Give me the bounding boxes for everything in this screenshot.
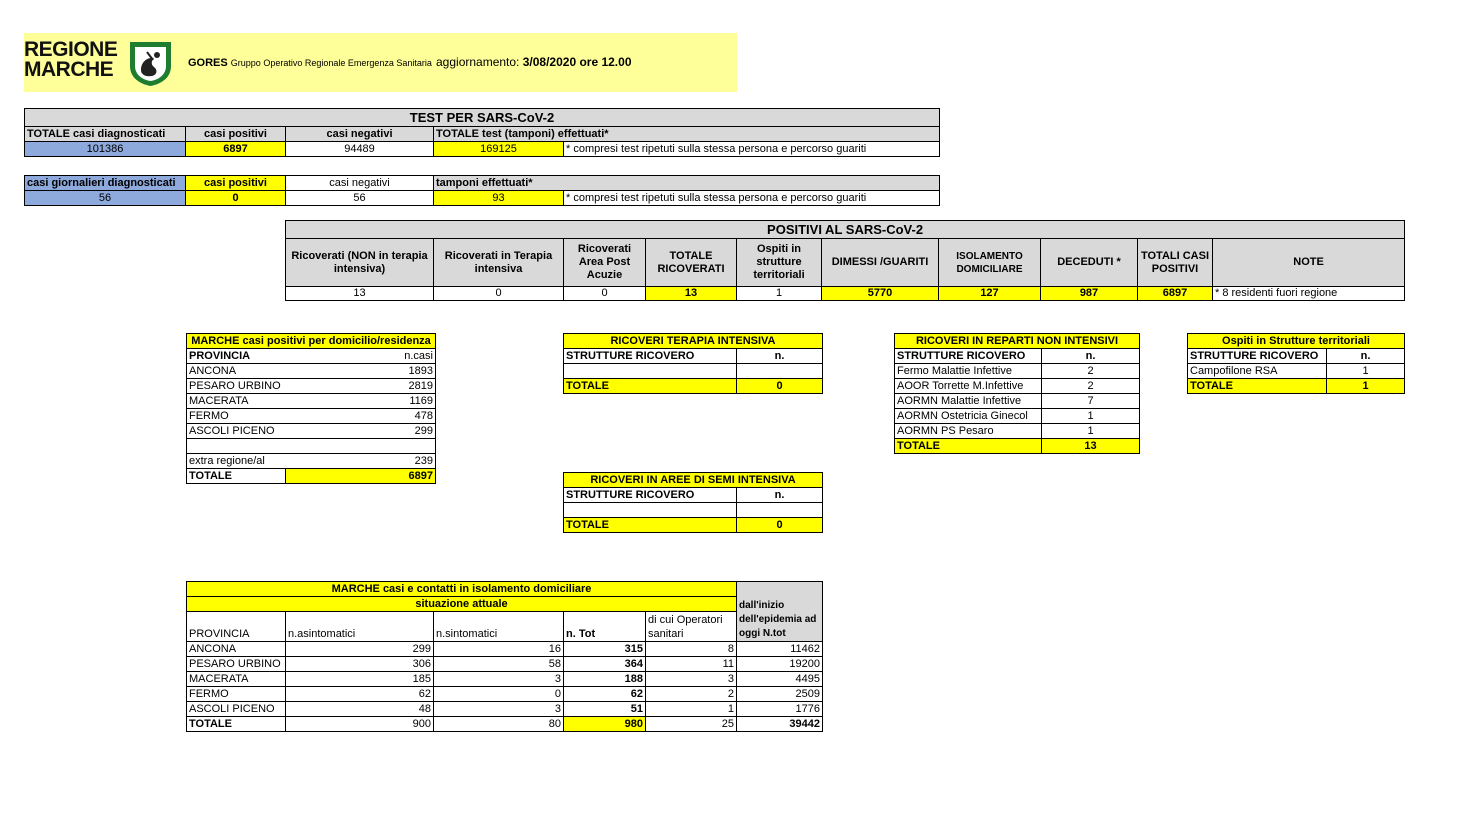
- semi-total-value: 0: [737, 518, 823, 533]
- report-header: [24, 33, 737, 92]
- isolamento-row-asint: 306: [286, 657, 434, 672]
- positivi-value: 6897: [1138, 287, 1213, 301]
- isolamento-header-inizio: dall'inizio dell'epidemia ad oggi N.tot: [737, 597, 823, 642]
- ti-table: [563, 333, 823, 394]
- isolamento-row-oper: 8: [646, 642, 737, 657]
- positivi-header: TOTALE RICOVERATI: [646, 239, 737, 287]
- isolamento-total-tot: 980: [564, 717, 646, 732]
- ospiti-total-label: TOTALE: [1188, 379, 1327, 394]
- isolamento-header-provincia: PROVINCIA: [187, 612, 286, 642]
- non-int-row-value: 2: [1042, 364, 1140, 379]
- isolamento-row-tot: 315: [564, 642, 646, 657]
- ospiti-header-strutture: STRUTTURE RICOVERO: [1188, 349, 1327, 364]
- isolamento-total-asint: 900: [286, 717, 434, 732]
- non-int-table: [894, 333, 1140, 454]
- semi-title: RICOVERI IN AREE DI SEMI INTENSIVA: [564, 473, 823, 488]
- isolamento-row-sint: 3: [434, 672, 564, 687]
- isolamento-row-name: ASCOLI PICENO: [187, 702, 286, 717]
- test-header-positivi: casi positivi: [186, 127, 286, 142]
- non-int-row-value: 2: [1042, 379, 1140, 394]
- province-header-casi: n.casi: [286, 349, 436, 364]
- isolamento-row-oper: 1: [646, 702, 737, 717]
- isolamento-row-name: ANCONA: [187, 642, 286, 657]
- positivi-value: 1: [737, 287, 822, 301]
- isolamento-row-tot: 62: [564, 687, 646, 702]
- gores-label: [188, 57, 432, 69]
- non-int-total-value: 13: [1042, 439, 1140, 454]
- isolamento-row-tot: 188: [564, 672, 646, 687]
- isolamento-row-name: MACERATA: [187, 672, 286, 687]
- isolamento-total-sint: 80: [434, 717, 564, 732]
- isolamento-row-oper: 3: [646, 672, 737, 687]
- isolamento-total-name: TOTALE: [187, 717, 286, 732]
- ti-total-label: TOTALE: [564, 379, 737, 394]
- isolamento-title: MARCHE casi e contatti in isolamento domiciliare: [187, 582, 737, 597]
- ospiti-title: Ospiti in Strutture territoriali: [1188, 334, 1405, 349]
- isolamento-row-oper: 2: [646, 687, 737, 702]
- isolamento-row-asint: 62: [286, 687, 434, 702]
- ti-header-strutture: STRUTTURE RICOVERO: [564, 349, 737, 364]
- province-header-provincia: PROVINCIA: [187, 349, 286, 364]
- test-table: [24, 108, 940, 157]
- test-header-totale: TOTALE casi diagnosticati: [25, 127, 186, 142]
- non-int-row-name: AOOR Torrette M.Infettive: [895, 379, 1042, 394]
- province-total-value: 6897: [286, 469, 436, 484]
- non-int-row-name: AORMN Ostetricia Ginecol: [895, 409, 1042, 424]
- positivi-table: [285, 220, 1405, 301]
- isolamento-row-tot: 364: [564, 657, 646, 672]
- positivi-header: DECEDUTI *: [1041, 239, 1138, 287]
- positivi-value: 127: [939, 287, 1041, 301]
- isolamento-subtitle: situazione attuale: [187, 597, 737, 612]
- test-title: TEST PER SARS-CoV-2: [25, 109, 940, 127]
- isolamento-total-oper: 25: [646, 717, 737, 732]
- isolamento-header-sint: n.sintomatici: [434, 612, 564, 642]
- daily-value-positivi: 0: [186, 191, 286, 206]
- non-int-total-label: TOTALE: [895, 439, 1042, 454]
- positivi-value: 13: [646, 287, 737, 301]
- isolamento-header-asint: n.asintomatici: [286, 612, 434, 642]
- isolamento-row-sint: 16: [434, 642, 564, 657]
- positivi-header: DIMESSI /GUARITI: [822, 239, 939, 287]
- province-row-value: 478: [286, 409, 436, 424]
- non-int-header-strutture: STRUTTURE RICOVERO: [895, 349, 1042, 364]
- positivi-header: Ricoverati Area Post Acuzie: [564, 239, 646, 287]
- province-row-name: ASCOLI PICENO: [187, 424, 286, 439]
- daily-note: * compresi test ripetuti sulla stessa persona e percorso guariti: [564, 191, 940, 206]
- logo-line2: MARCHE: [24, 58, 114, 81]
- isolamento-row-asint: 185: [286, 672, 434, 687]
- isolamento-row-inizio: 2509: [737, 687, 823, 702]
- daily-value-tamponi: 93: [434, 191, 564, 206]
- test-note: * compresi test ripetuti sulla stessa persona e percorso guariti: [564, 142, 940, 157]
- province-total-label: TOTALE: [187, 469, 286, 484]
- positivi-header: Ricoverati (NON in terapia intensiva): [286, 239, 434, 287]
- test-header-tamponi: TOTALE test (tamponi) effettuati*: [434, 127, 940, 142]
- daily-table: [24, 175, 940, 206]
- isolamento-row-sint: 58: [434, 657, 564, 672]
- ti-total-value: 0: [737, 379, 823, 394]
- daily-header-negativi: casi negativi: [286, 176, 434, 191]
- non-int-row-name: AORMN Malattie Infettive: [895, 394, 1042, 409]
- isolamento-row-oper: 11: [646, 657, 737, 672]
- test-value-positivi: 6897: [186, 142, 286, 157]
- province-extra-label: extra regione/al: [187, 454, 286, 469]
- positivi-value: 13: [286, 287, 434, 301]
- isolamento-row-asint: 299: [286, 642, 434, 657]
- ti-header-n: n.: [737, 349, 823, 364]
- isolamento-header-tot: n. Tot: [564, 612, 646, 642]
- daily-value-negativi: 56: [286, 191, 434, 206]
- positivi-note: * 8 residenti fuori regione: [1213, 287, 1405, 301]
- isolamento-row-sint: 0: [434, 687, 564, 702]
- non-int-header-n: n.: [1042, 349, 1140, 364]
- positivi-header: Ospiti in strutture territoriali: [737, 239, 822, 287]
- ospiti-header-n: n.: [1327, 349, 1405, 364]
- test-value-totale: 101386: [25, 142, 186, 157]
- province-row-name: MACERATA: [187, 394, 286, 409]
- semi-total-label: TOTALE: [564, 518, 737, 533]
- isolamento-row-inizio: 4495: [737, 672, 823, 687]
- ospiti-table: [1187, 333, 1405, 394]
- test-value-negativi: 94489: [286, 142, 434, 157]
- province-row-value: 299: [286, 424, 436, 439]
- non-int-row-name: AORMN PS Pesaro: [895, 424, 1042, 439]
- non-int-row-value: 1: [1042, 424, 1140, 439]
- ti-title: RICOVERI TERAPIA INTENSIVA: [564, 334, 823, 349]
- province-row-value: 2819: [286, 379, 436, 394]
- province-row-name: PESARO URBINO: [187, 379, 286, 394]
- isolamento-header-oper: di cui Operatori sanitari: [646, 612, 737, 642]
- isolamento-row-name: PESARO URBINO: [187, 657, 286, 672]
- positivi-value: 987: [1041, 287, 1138, 301]
- semi-header-strutture: STRUTTURE RICOVERO: [564, 488, 737, 503]
- update-label: aggiornamento:: [436, 55, 520, 69]
- isolamento-row-tot: 51: [564, 702, 646, 717]
- daily-header-totale: casi giornalieri diagnosticati: [25, 176, 186, 191]
- semi-header-n: n.: [737, 488, 823, 503]
- non-int-title: RICOVERI IN REPARTI NON INTENSIVI: [895, 334, 1140, 349]
- isolamento-row-inizio: 11462: [737, 642, 823, 657]
- isolamento-row-sint: 3: [434, 702, 564, 717]
- non-int-row-value: 7: [1042, 394, 1140, 409]
- isolamento-row-name: FERMO: [187, 687, 286, 702]
- daily-header-tamponi: tamponi effettuati*: [434, 176, 940, 191]
- update-value: 3/08/2020 ore 12.00: [522, 55, 632, 69]
- province-table: [186, 333, 436, 484]
- province-extra-value: 239: [286, 454, 436, 469]
- province-row-name: ANCONA: [187, 364, 286, 379]
- daily-value-totale: 56: [25, 191, 186, 206]
- test-header-negativi: casi negativi: [286, 127, 434, 142]
- update-info: [436, 55, 632, 69]
- positivi-header: Ricoverati in Terapia intensiva: [434, 239, 564, 287]
- semi-table: [563, 472, 823, 533]
- positivi-title: POSITIVI AL SARS-CoV-2: [286, 221, 1405, 239]
- province-row-name: FERMO: [187, 409, 286, 424]
- positivi-header: ISOLAMENTO DOMICILIARE: [939, 239, 1041, 287]
- isolamento-row-inizio: 1776: [737, 702, 823, 717]
- province-title: MARCHE casi positivi per domicilio/residenza: [187, 334, 436, 349]
- isolamento-total-inizio: 39442: [737, 717, 823, 732]
- isolamento-row-inizio: 19200: [737, 657, 823, 672]
- daily-header-positivi: casi positivi: [186, 176, 286, 191]
- isolamento-table: [186, 581, 823, 732]
- province-row-value: 1169: [286, 394, 436, 409]
- province-row-value: 1893: [286, 364, 436, 379]
- ospiti-row-value: 1: [1327, 364, 1405, 379]
- gores-acronym: GORES: [188, 57, 228, 69]
- regione-marche-emblem-icon: [127, 40, 174, 87]
- positivi-value: 5770: [822, 287, 939, 301]
- positivi-header: NOTE: [1213, 239, 1405, 287]
- positivi-value: 0: [434, 287, 564, 301]
- regione-marche-logo: [24, 40, 117, 80]
- positivi-value: 0: [564, 287, 646, 301]
- test-value-tamponi: 169125: [434, 142, 564, 157]
- ospiti-total-value: 1: [1327, 379, 1405, 394]
- non-int-row-value: 1: [1042, 409, 1140, 424]
- gores-full: Gruppo Operativo Regionale Emergenza Sanitaria: [230, 58, 432, 68]
- isolamento-row-asint: 48: [286, 702, 434, 717]
- ospiti-row-name: Campofilone RSA: [1188, 364, 1327, 379]
- positivi-header: TOTALI CASI POSITIVI: [1138, 239, 1213, 287]
- logo-line1: REGIONE: [24, 38, 118, 61]
- non-int-row-name: Fermo Malattie Infettive: [895, 364, 1042, 379]
